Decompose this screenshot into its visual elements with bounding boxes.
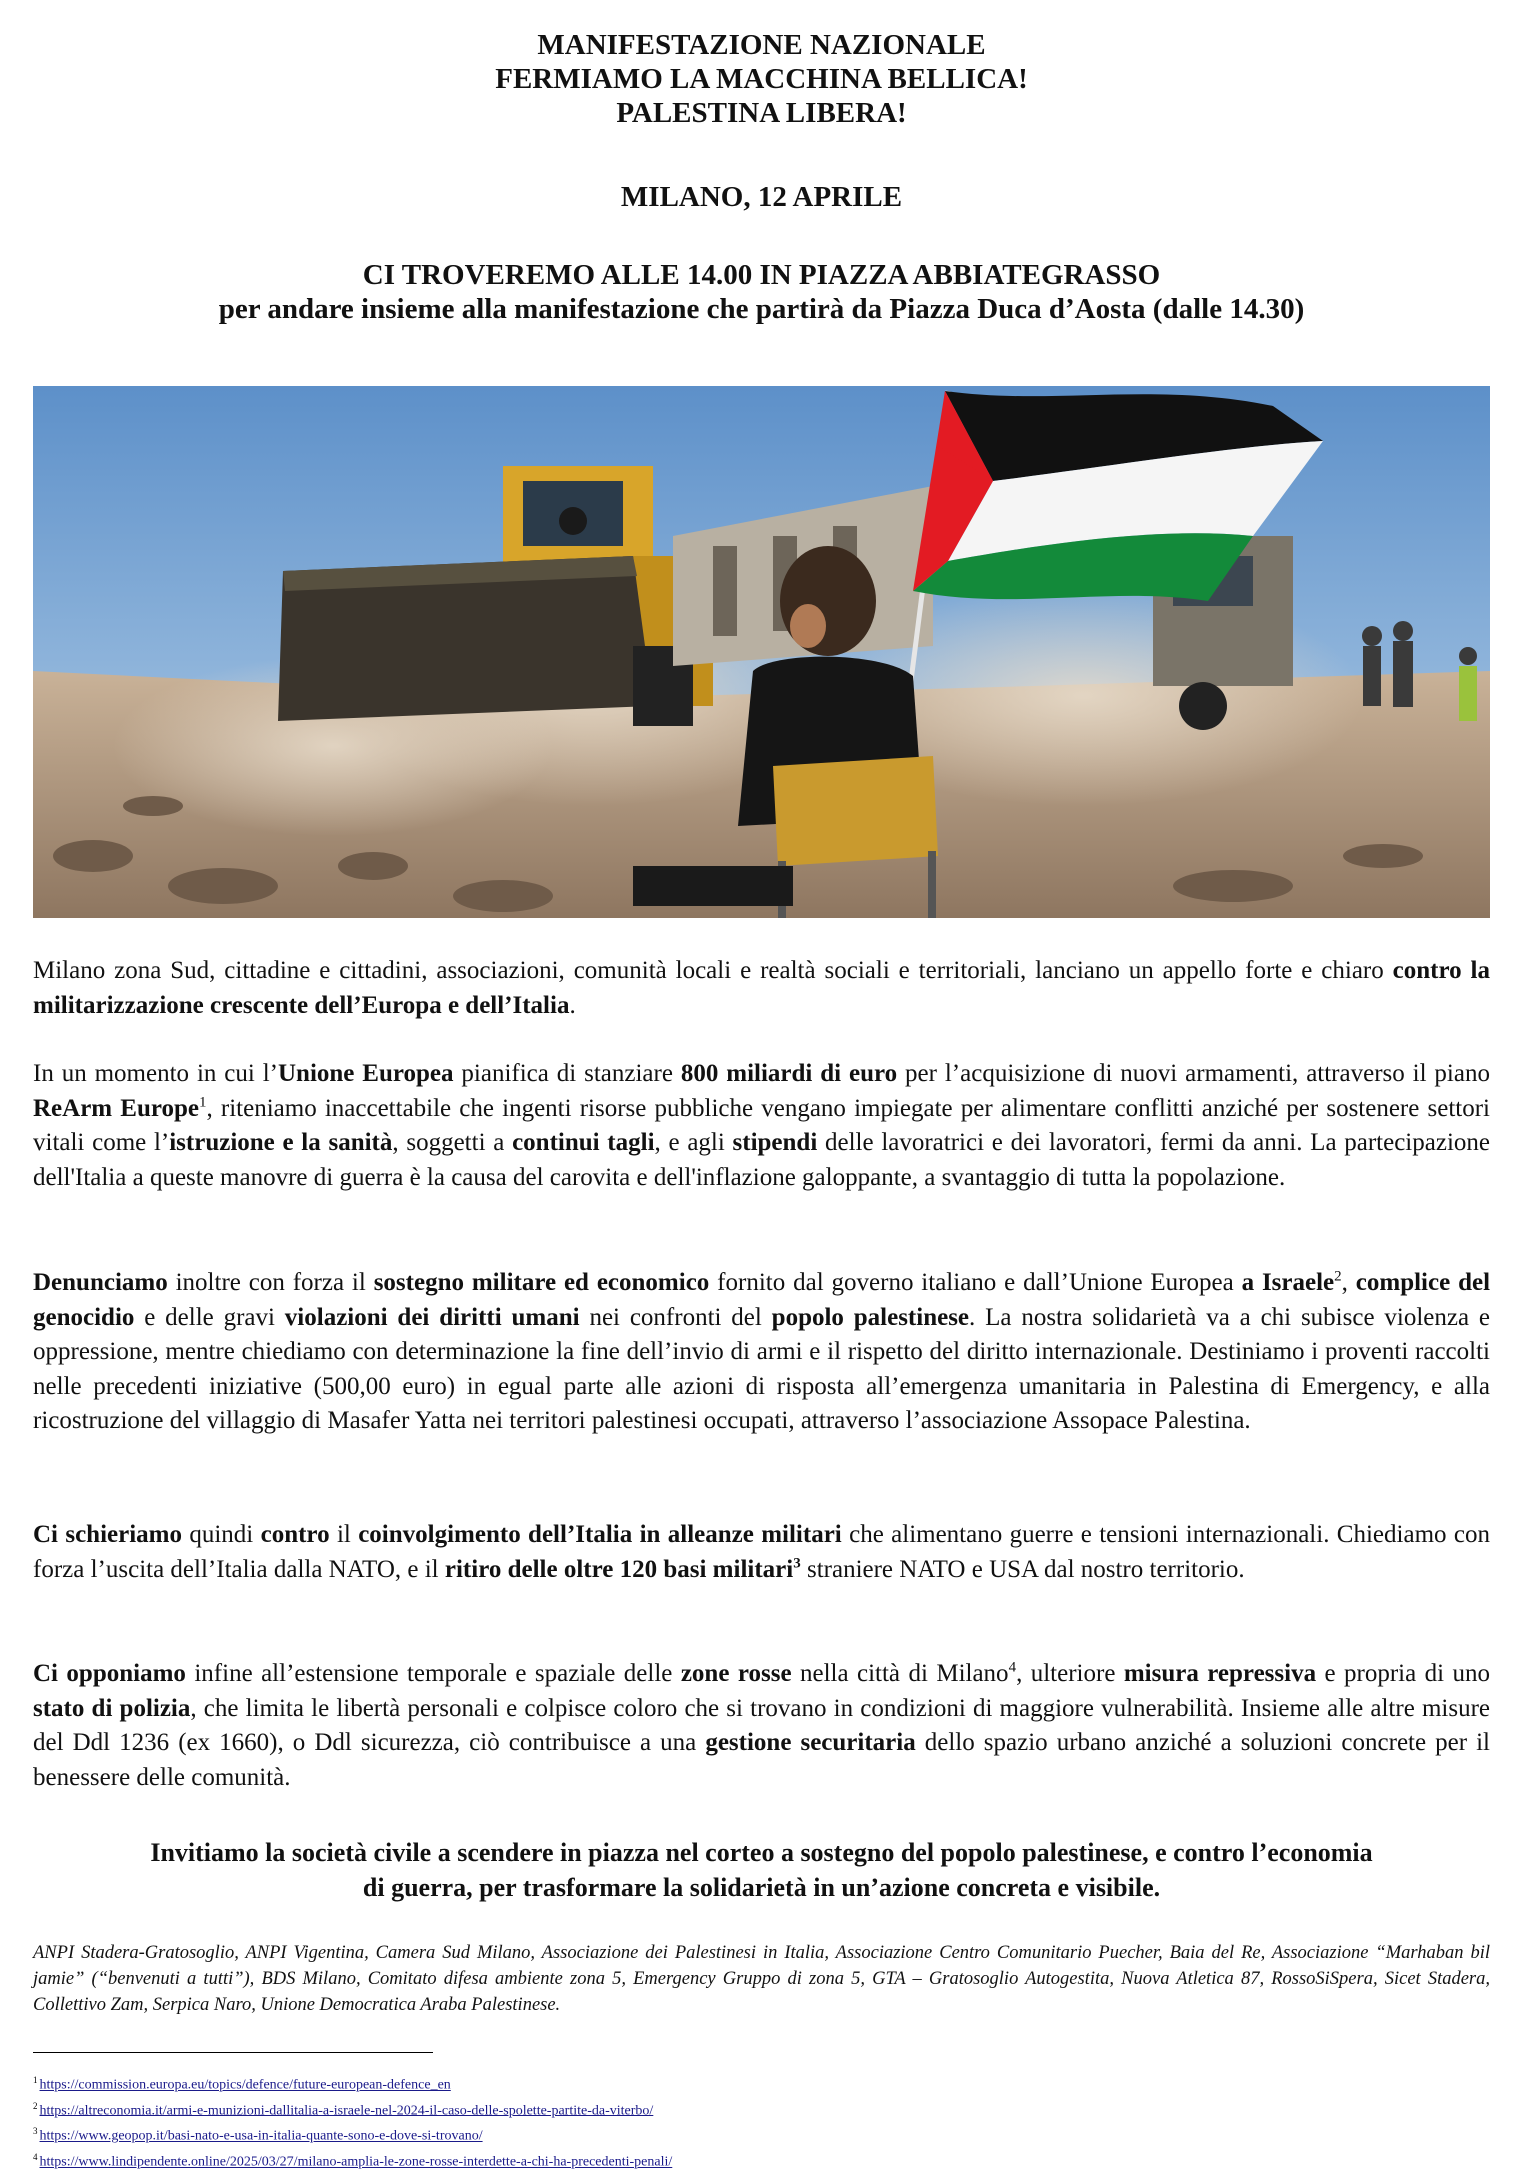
footnote-link-2[interactable]: https://altreconomia.it/armi-e-munizioni-dallitalia-a-israele-nel-2024-il-caso-delle-spolette-partite-da-viterbo/ <box>39 2103 654 2119</box>
footnote-ref-4[interactable]: 4 <box>1008 1659 1017 1676</box>
paragraph-nato: Ci schieriamo quindi contro il coinvolgimento dell’Italia in alleanze militari che alimentano guerre e tensioni internazionali. Chiediamo con forza l’uscita dell’Italia dalla NATO, e il ritiro delle oltre 120 basi militari$^3$ straniere NATO e USA dal nostro territorio. <box>33 1521 1490 1583</box>
paragraph-denounce: Denunciamo inoltre con forza il sostegno militare ed economico fornito dal governo italiano e dall’Unione Europea a Israele$^2$, complice del genocidio e delle gravi violazioni dei diritti umani nei confronti del popolo palestinese. La nostra solidarietà va a chi subisce violenza e oppressione, mentre chiediamo con determinazione la fine dell’invio di armi e il rispetto del diritto internazionale. Destiniamo i proventi raccolti nelle precedenti iniziative (500,00 euro) in egual parte alle azioni di risposta all’emergenza umanitaria in Palestina di Emergency, e alla ricostruzione del villaggio di Masafer Yatta nei territori palestinesi occupati, attraverso l’associazione Assopace Palestina. <box>33 1268 1491 1435</box>
footnote-link-4[interactable]: https://www.lindipendente.online/2025/03/27/milano-amplia-le-zone-rosse-interdette-a-chi-ha-precedenti-penali/ <box>39 2154 673 2170</box>
call-to-action <box>33 1835 1490 1905</box>
footnote-2: $^2$ https://altreconomia.it/armi-e-munizioni-dallitalia-a-israele-nel-2024-il-caso-delle-spolette-partite-da-viterbo/ <box>33 2100 654 2119</box>
footnote-link-1[interactable]: https://commission.europa.eu/topics/defence/future-european-defence_en <box>39 2077 451 2093</box>
footnotes <box>33 2070 1133 2173</box>
footnote-ref-2[interactable]: 2 <box>1334 1268 1342 1285</box>
event-date-block <box>60 180 1463 214</box>
paragraph-red-zones: Ci opponiamo infine all’estensione temporale e spaziale delle zone rosse nella città di Milano$^4$, ulteriore misura repressiva e propria di uno stato di polizia, che limita le libertà personali e colpisce coloro che si trovano in condizioni di maggiore vulnerabilità. Insieme alle altre misure del Ddl 1236 (ex 1660), o Ddl sicurezza, ciò contribuisce a una gestione securitaria dello spazio urbano anziché a soluzioni concrete per il benessere delle comunità. <box>33 1659 1491 1791</box>
meeting-point: CI TROVEREMO ALLE 14.00 IN PIAZZA ABBIATEGRASSO <box>362 259 1161 291</box>
meeting-point-block <box>60 258 1463 326</box>
title-line-3: PALESTINA LIBERA! <box>616 97 907 129</box>
footnote-ref-1[interactable]: 1 <box>199 1094 207 1111</box>
photo-child-with-flag <box>33 386 1490 918</box>
call-line-1: Invitiamo la società civile a scendere in piazza nel corteo a sostegno del popolo palestinese, e contro l’economia <box>150 1838 1373 1867</box>
signatories-list: ANPI Stadera-Gratosoglio, ANPI Vigentina, Camera Sud Milano, Associazione dei Palestinesi in Italia, Associazione Centro Comunitario Puecher, Baia del Re, Associazione “Marhaban bil jamie” (“benvenuti a tutti”), BDS Milano, Comitato difesa ambiente zona 5, Emergency Gruppo di zona 5, GTA – Gratosoglio Autogestita, Nuova Atletica 87, RossoSiSpera, Sicet Stadera, Collettivo Zam, Serpica Naro, Unione Democratica Araba Palestinese. <box>33 1943 1490 2015</box>
footnote-3: $^3$ https://www.geopop.it/basi-nato-e-usa-in-italia-quante-sono-e-dove-si-trovano/ <box>33 2126 483 2144</box>
footnote-link-3[interactable]: https://www.geopop.it/basi-nato-e-usa-in-italia-quante-sono-e-dove-si-trovano/ <box>39 2128 483 2144</box>
title-line-1: MANIFESTAZIONE NAZIONALE <box>537 29 986 61</box>
footnote-1: $^1$ https://commission.europa.eu/topics/defence/future-european-defence_en <box>33 2075 451 2093</box>
call-line-2: di guerra, per trasformare la solidarietà in un’azione concreta e visibile. <box>362 1873 1161 1902</box>
flyer-title-block <box>60 28 1463 130</box>
paragraph-rearm-europe: In un momento in cui l’Unione Europea pianifica di stanziare 800 miliardi di euro per l’acquisizione di nuovi armamenti, attraverso il piano ReArm Europe$^1$, riteniamo inaccettabile che ingenti risorse pubbliche vengano impiegate per alimentare conflitti anziché per sostenere settori vitali come l’istruzione e la sanità, soggetti a continui tagli, e agli stipendi delle lavoratrici e dei lavoratori, fermi da anni. La partecipazione dell'Italia a queste manovre di guerra è la causa del carovita e dell'inflazione galoppante, a svantaggio di tutta la popolazione. <box>33 1060 1490 1191</box>
footnote-4: $^4$ https://www.lindipendente.online/2025/03/27/milano-amplia-le-zone-rosse-interdette-a-chi-ha-precedenti-penali/ <box>33 2151 673 2170</box>
footnote-ref-3[interactable]: 3 <box>793 1555 801 1572</box>
title-line-2: FERMIAMO LA MACCHINA BELLICA! <box>495 63 1028 95</box>
footnote-divider <box>33 2052 433 2053</box>
event-date: MILANO, 12 APRILE <box>620 181 903 213</box>
paragraph-appeal: Milano zona Sud, cittadine e cittadini, associazioni, comunità locali e realtà sociali e territoriali, lanciano un appello forte e chiaro contro la militarizzazione crescente dell’Europa e dell’Italia. <box>33 957 1490 1019</box>
meeting-point-subtitle: per andare insieme alla manifestazione che partirà da Piazza Duca d’Aosta (dalle 14.30) <box>218 293 1305 325</box>
